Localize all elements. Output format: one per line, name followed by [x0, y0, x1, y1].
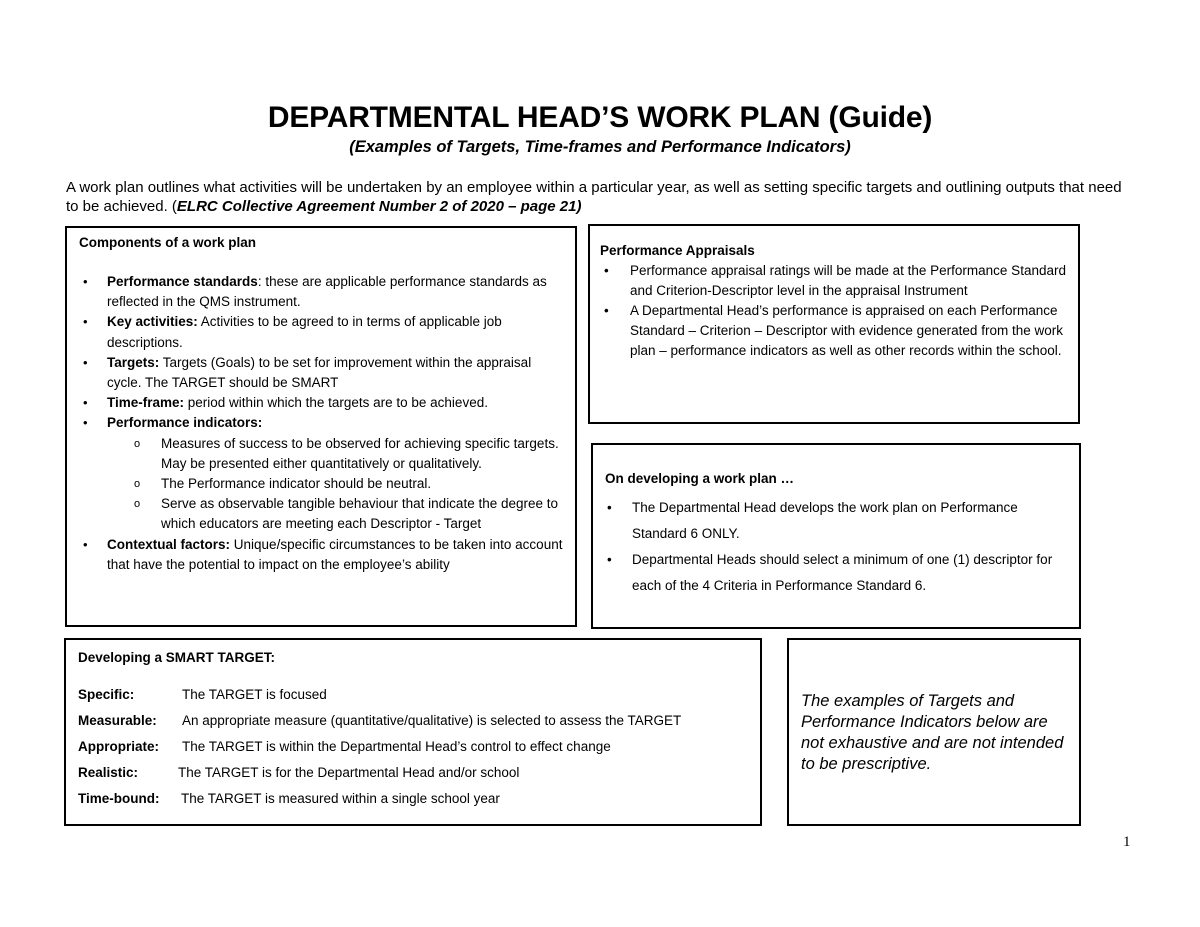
smart-desc: The TARGET is measured within a single school year: [181, 791, 500, 806]
component-term: Targets:: [107, 354, 160, 370]
page-subtitle: (Examples of Targets, Time-frames and Performance Indicators): [349, 138, 851, 156]
components-heading: Components of a work plan: [79, 235, 257, 250]
developing-heading: On developing a work plan …: [605, 471, 795, 486]
smart-label: Specific:: [78, 687, 135, 702]
smart-label: Measurable:: [78, 713, 157, 728]
page-number: 1: [1123, 834, 1131, 850]
smart-row-time-bound: [78, 790, 500, 808]
component-item-time-frame: [79, 393, 565, 413]
appraisals-heading: Performance Appraisals: [600, 243, 755, 258]
sub-item: o Measures of success to be observed for achieving specific targets. May be presented either quantitatively or qualitatively.: [107, 434, 565, 474]
smart-desc: The TARGET is for the Departmental Head and/or school: [178, 765, 520, 780]
smart-desc: The TARGET is focused: [182, 687, 327, 702]
smart-heading: Developing a SMART TARGET:: [78, 650, 276, 665]
component-text: period within which the targets are to be achieved.: [184, 395, 488, 411]
smart-target-box: [64, 638, 762, 826]
performance-indicators-sublist: [107, 434, 565, 535]
smart-label: Time-bound:: [78, 791, 160, 806]
developing-box: [591, 443, 1081, 629]
developing-item: • Departmental Heads should select a minimum of one (1) descriptor for each of the 4 Criteria in Performance Standard 6.: [605, 547, 1069, 599]
components-box: [65, 226, 577, 627]
sub-item: o Serve as observable tangible behaviour that indicate the degree to which educators are meeting each Descriptor - Target: [107, 494, 565, 534]
component-term: Performance standards: [107, 274, 258, 289]
component-text: Unique/specific circumstances to be taken into account that have the potential to impact on the employee’s ability: [107, 536, 563, 572]
smart-row-realistic: [78, 764, 520, 782]
smart-desc: The TARGET is within the Departmental Head’s control to effect change: [182, 739, 611, 754]
note-text: The examples of Targets and Performance Indicators below are not exhaustive and are not intended to be prescriptive.: [801, 692, 1064, 773]
component-term: Contextual factors:: [107, 536, 231, 552]
intro-text: A work plan outlines what activities will be undertaken by an employee within a particular year, as well as setting specific targets and outlining outputs that need to be achieved. (: [66, 179, 1122, 215]
note-box: [787, 638, 1081, 826]
component-term: Performance indicators:: [107, 415, 263, 431]
component-term: Time-frame:: [107, 395, 185, 411]
component-text: Activities to be agreed to in terms of applicable job descriptions.: [107, 314, 502, 350]
component-text: Targets (Goals) to be set for improvement within the appraisal cycle. The TARGET should be SMART: [107, 354, 532, 391]
smart-row-measurable: [78, 712, 682, 730]
component-item-key-activities: [79, 312, 565, 352]
sub-item: o The Performance indicator should be neutral.: [107, 474, 565, 494]
appraisals-box: [588, 224, 1080, 424]
components-list: [79, 272, 565, 575]
smart-row-specific: [78, 686, 327, 704]
component-item-performance-indicators: [79, 413, 565, 534]
appraisal-item: • A Departmental Head’s performance is appraised on each Performance Standard – Criterion – Descriptor with evidence generated from the work plan – performance indicators as well as other records within the school.: [600, 301, 1066, 361]
component-item-performance-standards: [79, 272, 565, 312]
smart-desc: An appropriate measure (quantitative/qualitative) is selected to assess the TARGET: [182, 713, 682, 728]
smart-label: Realistic:: [78, 765, 139, 780]
developing-list: [605, 495, 1069, 599]
page-title: DEPARTMENTAL HEAD’S WORK PLAN (Guide): [267, 101, 933, 134]
appraisals-list: [600, 261, 1066, 361]
component-item-contextual-factors: [79, 535, 565, 575]
component-text: : these are applicable performance standards as reflected in the QMS instrument.: [107, 274, 547, 310]
developing-item: • The Departmental Head develops the work plan on Performance Standard 6 ONLY.: [605, 495, 1069, 547]
intro-paragraph: [66, 178, 1126, 216]
component-term: Key activities:: [107, 314, 198, 330]
intro-citation: ELRC Collective Agreement Number 2 of 2020 – page 21): [176, 198, 582, 215]
component-item-targets: [79, 353, 565, 393]
appraisal-item: • Performance appraisal ratings will be made at the Performance Standard and Criterion-Descriptor level in the appraisal Instrument: [600, 261, 1066, 301]
smart-row-appropriate: [78, 738, 611, 756]
smart-label: Appropriate:: [78, 739, 159, 754]
